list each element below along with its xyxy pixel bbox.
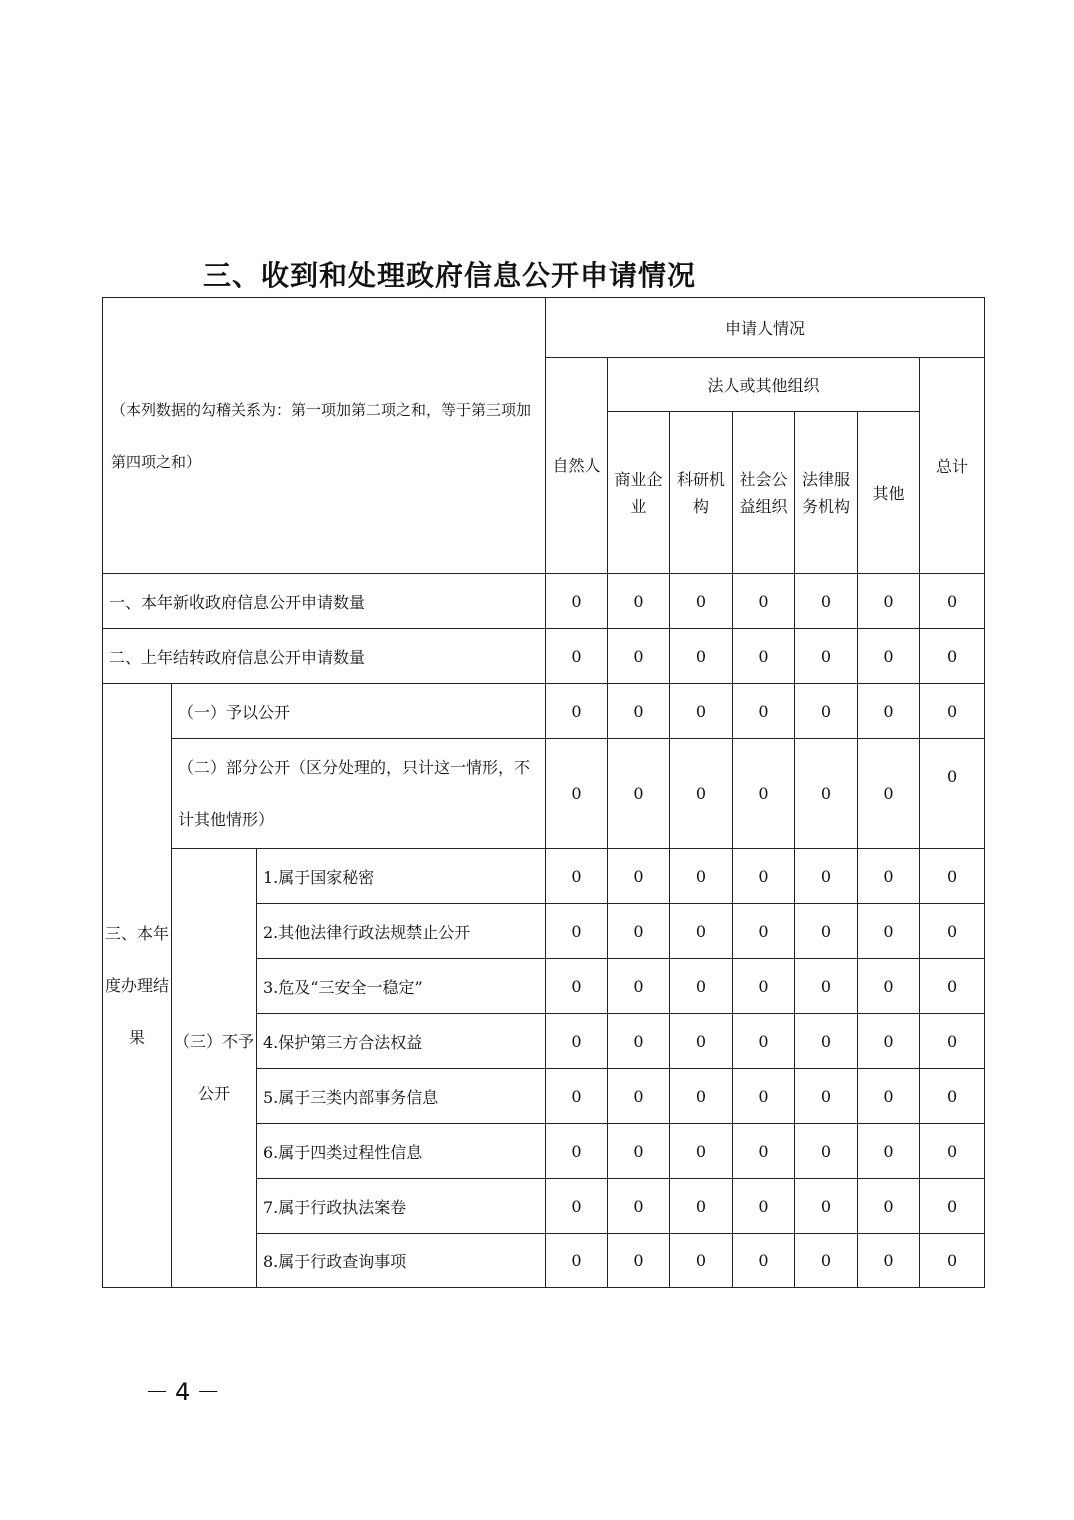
cell-value: 0 bbox=[858, 1234, 920, 1288]
cell-value: 0 bbox=[733, 739, 795, 849]
group-label: 三、本年度办理结果 bbox=[103, 684, 172, 1288]
cell-value: 0 bbox=[733, 1124, 795, 1179]
row-label: 二、上年结转政府信息公开申请数量 bbox=[103, 629, 546, 684]
row-label: 8.属于行政查询事项 bbox=[257, 1234, 546, 1288]
cell-value: 0 bbox=[733, 849, 795, 904]
cell-value: 0 bbox=[733, 1069, 795, 1124]
cell-value: 0 bbox=[920, 904, 985, 959]
cell-value: 0 bbox=[546, 629, 608, 684]
cell-value: 0 bbox=[608, 904, 670, 959]
cell-value: 0 bbox=[858, 1179, 920, 1234]
table-row bbox=[103, 739, 985, 849]
table-row bbox=[103, 574, 985, 629]
cell-value: 0 bbox=[546, 1234, 608, 1288]
legal-service-header: 法律服务机构 bbox=[795, 412, 858, 574]
cell-value: 0 bbox=[920, 1124, 985, 1179]
cell-value: 0 bbox=[670, 959, 733, 1014]
cell-value: 0 bbox=[670, 1234, 733, 1288]
cell-value: 0 bbox=[858, 739, 920, 849]
row-label: 1.属于国家秘密 bbox=[257, 849, 546, 904]
cell-value: 0 bbox=[546, 1179, 608, 1234]
cell-value: 0 bbox=[670, 629, 733, 684]
cell-value: 0 bbox=[733, 959, 795, 1014]
cell-value: 0 bbox=[920, 1014, 985, 1069]
cell-value: 0 bbox=[733, 629, 795, 684]
cell-value: 0 bbox=[546, 684, 608, 739]
cell-value: 0 bbox=[733, 1234, 795, 1288]
cell-value: 0 bbox=[795, 1234, 858, 1288]
row-label: （一）予以公开 bbox=[172, 684, 546, 739]
commercial-header: 商业企业 bbox=[608, 412, 670, 574]
cell-value: 0 bbox=[608, 629, 670, 684]
cell-value: 0 bbox=[670, 849, 733, 904]
cell-value: 0 bbox=[608, 1069, 670, 1124]
cell-value: 0 bbox=[795, 629, 858, 684]
cell-value: 0 bbox=[670, 904, 733, 959]
cell-value: 0 bbox=[920, 1179, 985, 1234]
cell-value: 0 bbox=[608, 849, 670, 904]
cell-value: 0 bbox=[858, 629, 920, 684]
row-label: 2.其他法律行政法规禁止公开 bbox=[257, 904, 546, 959]
cell-value: 0 bbox=[546, 904, 608, 959]
cell-value: 0 bbox=[858, 1124, 920, 1179]
cell-value: 0 bbox=[733, 904, 795, 959]
table-note: （本列数据的勾稽关系为：第一项加第二项之和，等于第三项加第四项之和） bbox=[103, 298, 546, 574]
cell-value: 0 bbox=[858, 904, 920, 959]
row-label: 5.属于三类内部事务信息 bbox=[257, 1069, 546, 1124]
row-label: （二）部分公开（区分处理的，只计这一情形，不计其他情形） bbox=[172, 739, 546, 849]
cell-value: 0 bbox=[670, 1014, 733, 1069]
application-table bbox=[102, 297, 985, 1288]
cell-value: 0 bbox=[795, 739, 858, 849]
table-row bbox=[103, 684, 985, 739]
cell-value: 0 bbox=[670, 1124, 733, 1179]
cell-value: 0 bbox=[795, 904, 858, 959]
cell-value: 0 bbox=[546, 1069, 608, 1124]
cell-value: 0 bbox=[858, 574, 920, 629]
row-label: 一、本年新收政府信息公开申请数量 bbox=[103, 574, 546, 629]
table-row bbox=[103, 849, 985, 904]
table-row bbox=[103, 629, 985, 684]
cell-value: 0 bbox=[795, 684, 858, 739]
cell-value: 0 bbox=[795, 1124, 858, 1179]
cell-value: 0 bbox=[858, 959, 920, 1014]
cell-value: 0 bbox=[795, 1014, 858, 1069]
cell-value: 0 bbox=[795, 849, 858, 904]
natural-person-header: 自然人 bbox=[546, 358, 608, 574]
cell-value: 0 bbox=[733, 574, 795, 629]
cell-value: 0 bbox=[670, 739, 733, 849]
page-title: 三、收到和处理政府信息公开申请情况 bbox=[203, 259, 697, 292]
cell-value: 0 bbox=[920, 1069, 985, 1124]
cell-value: 0 bbox=[670, 1069, 733, 1124]
cell-value: 0 bbox=[858, 1014, 920, 1069]
cell-value: 0 bbox=[733, 684, 795, 739]
cell-value: 0 bbox=[920, 739, 985, 849]
cell-value: 0 bbox=[920, 849, 985, 904]
sub-group-label: （三）不予公开 bbox=[172, 849, 257, 1288]
cell-value: 0 bbox=[733, 1179, 795, 1234]
cell-value: 0 bbox=[858, 1069, 920, 1124]
cell-value: 0 bbox=[795, 1069, 858, 1124]
cell-value: 0 bbox=[795, 959, 858, 1014]
total-header: 总计 bbox=[920, 358, 985, 574]
legal-group-header: 法人或其他组织 bbox=[608, 358, 920, 412]
research-header: 科研机构 bbox=[670, 412, 733, 574]
cell-value: 0 bbox=[858, 684, 920, 739]
cell-value: 0 bbox=[546, 1014, 608, 1069]
cell-value: 0 bbox=[858, 849, 920, 904]
cell-value: 0 bbox=[608, 574, 670, 629]
cell-value: 0 bbox=[733, 1014, 795, 1069]
cell-value: 0 bbox=[546, 849, 608, 904]
cell-value: 0 bbox=[670, 684, 733, 739]
page-number: －4－ bbox=[145, 1378, 227, 1406]
applicant-situation-header: 申请人情况 bbox=[546, 298, 985, 358]
cell-value: 0 bbox=[920, 684, 985, 739]
social-header: 社会公益组织 bbox=[733, 412, 795, 574]
row-label: 4.保护第三方合法权益 bbox=[257, 1014, 546, 1069]
row-label: 7.属于行政执法案卷 bbox=[257, 1179, 546, 1234]
cell-value: 0 bbox=[795, 574, 858, 629]
cell-value: 0 bbox=[670, 1179, 733, 1234]
cell-value: 0 bbox=[608, 739, 670, 849]
cell-value: 0 bbox=[546, 739, 608, 849]
row-label: 6.属于四类过程性信息 bbox=[257, 1124, 546, 1179]
cell-value: 0 bbox=[546, 1124, 608, 1179]
row-label: 3.危及“三安全一稳定” bbox=[257, 959, 546, 1014]
cell-value: 0 bbox=[795, 1179, 858, 1234]
cell-value: 0 bbox=[920, 629, 985, 684]
cell-value: 0 bbox=[608, 1124, 670, 1179]
other-header: 其他 bbox=[858, 412, 920, 574]
cell-value: 0 bbox=[608, 1234, 670, 1288]
cell-value: 0 bbox=[920, 574, 985, 629]
cell-value: 0 bbox=[920, 959, 985, 1014]
cell-value: 0 bbox=[670, 574, 733, 629]
cell-value: 0 bbox=[546, 574, 608, 629]
cell-value: 0 bbox=[608, 959, 670, 1014]
cell-value: 0 bbox=[546, 959, 608, 1014]
cell-value: 0 bbox=[608, 1014, 670, 1069]
cell-value: 0 bbox=[608, 684, 670, 739]
cell-value: 0 bbox=[920, 1234, 985, 1288]
cell-value: 0 bbox=[608, 1179, 670, 1234]
